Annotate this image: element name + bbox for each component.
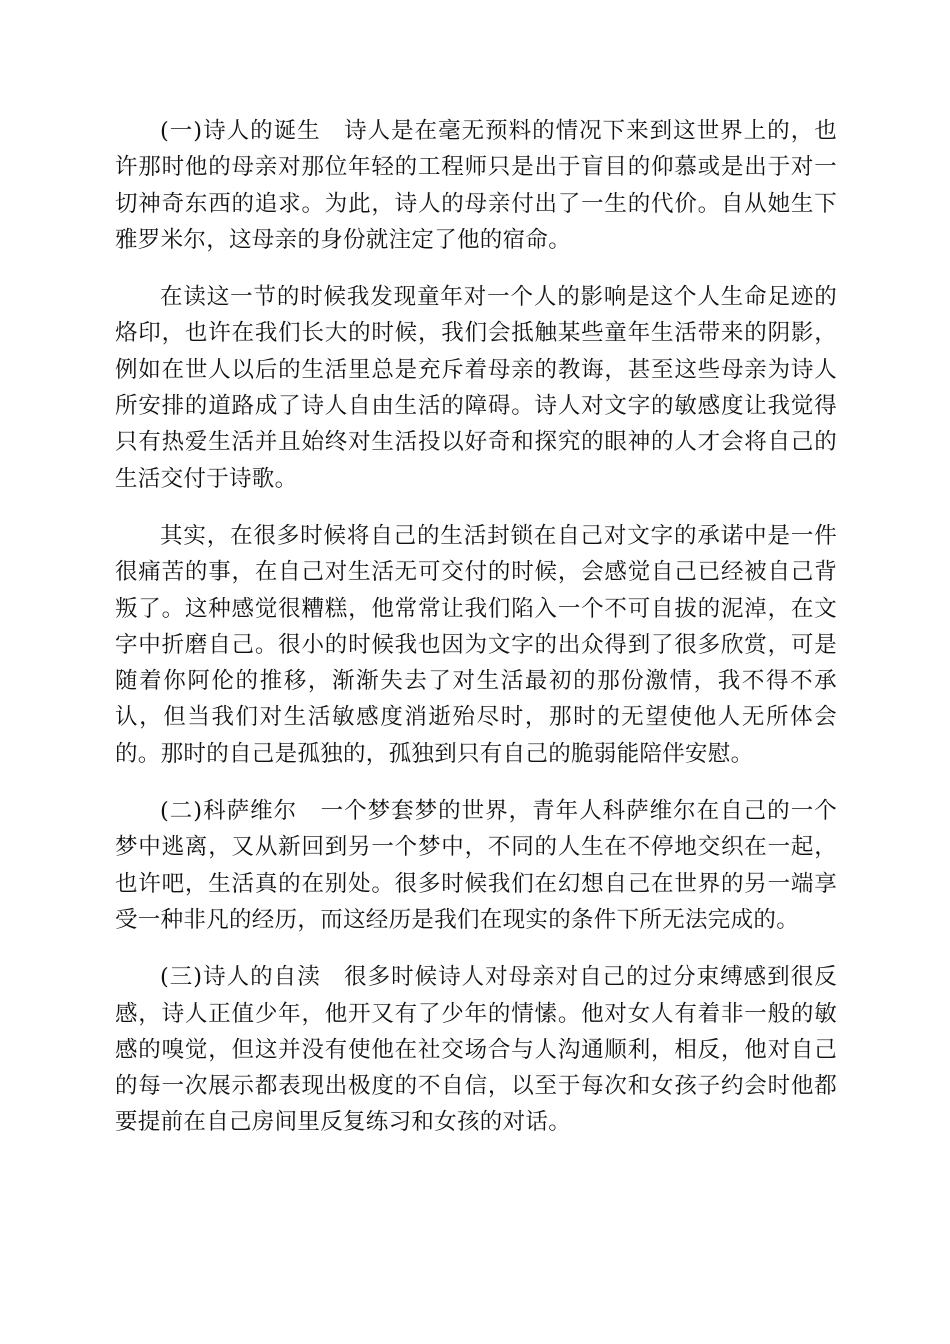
paragraph-poet-self: (三)诗人的自渎 很多时候诗人对母亲对自己的过分束缚感到很反感，诗人正值少年，他开又有了少年的情愫。他对女人有着非一般的敏感的嗅觉，但这并没有使他在社交场合与人沟通顺利，相反，他对自己的每一次展示都表现出极度的不自信，以至于每次和女孩子约会时他都要提前在自己房间里反复练习和女孩的对话。 <box>115 964 837 1136</box>
paragraph-childhood-reflection: 在读这一节的时候我发现童年对一个人的影响是这个人生命足迹的烙印，也许在我们长大的时候，我们会抵触某些童年生活带来的阴影，例如在世人以后的生活里总是充斥着母亲的教诲，甚至这些母亲为诗人所安排的道路成了诗人自由生活的障碍。诗人对文字的敏感度让我觉得只有热爱生活并且始终对生活投以好奇和探究的眼神的人才会将自己的生活交付于诗歌。 <box>115 284 837 492</box>
document-page <box>115 113 837 1162</box>
paragraph-poet-birth: (一)诗人的诞生 诗人是在毫无预料的情况下来到这世界上的，也许那时他的母亲对那位年轻的工程师只是出于盲目的仰慕或是出于对一切神奇东西的追求。为此，诗人的母亲付出了一生的代价。自从她生下雅罗米尔，这母亲的身份就注定了他的宿命。 <box>115 118 837 253</box>
paragraph-writing-reflection: 其实，在很多时候将自己的生活封锁在自己对文字的承诺中是一件很痛苦的事，在自己对生活无可交付的时候，会感觉自己已经被自己背叛了。这种感觉很糟糕，他常常让我们陷入一个不可自拔的泥淖，在文字中折磨自己。很小的时候我也因为文字的出众得到了很多欣赏，可是随着你阿伦的推移，渐渐失去了对生活最初的那份激情，我不得不承认，但当我们对生活敏感度消逝殆尽时，那时的无望使他人无所体会的。那时的自己是孤独的，孤独到只有自己的脆弱能陪伴安慰。 <box>115 522 837 767</box>
paragraph-kosavel: (二)科萨维尔 一个梦套梦的世界，青年人科萨维尔在自己的一个梦中逃离，又从新回到另一个梦中，不同的人生在不停地交织在一起，也许吧，生活真的在别处。很多时候我们在幻想自己在世界的另一端享受一种非凡的经历，而这经历是我们在现实的条件下所无法完成的。 <box>115 798 837 933</box>
